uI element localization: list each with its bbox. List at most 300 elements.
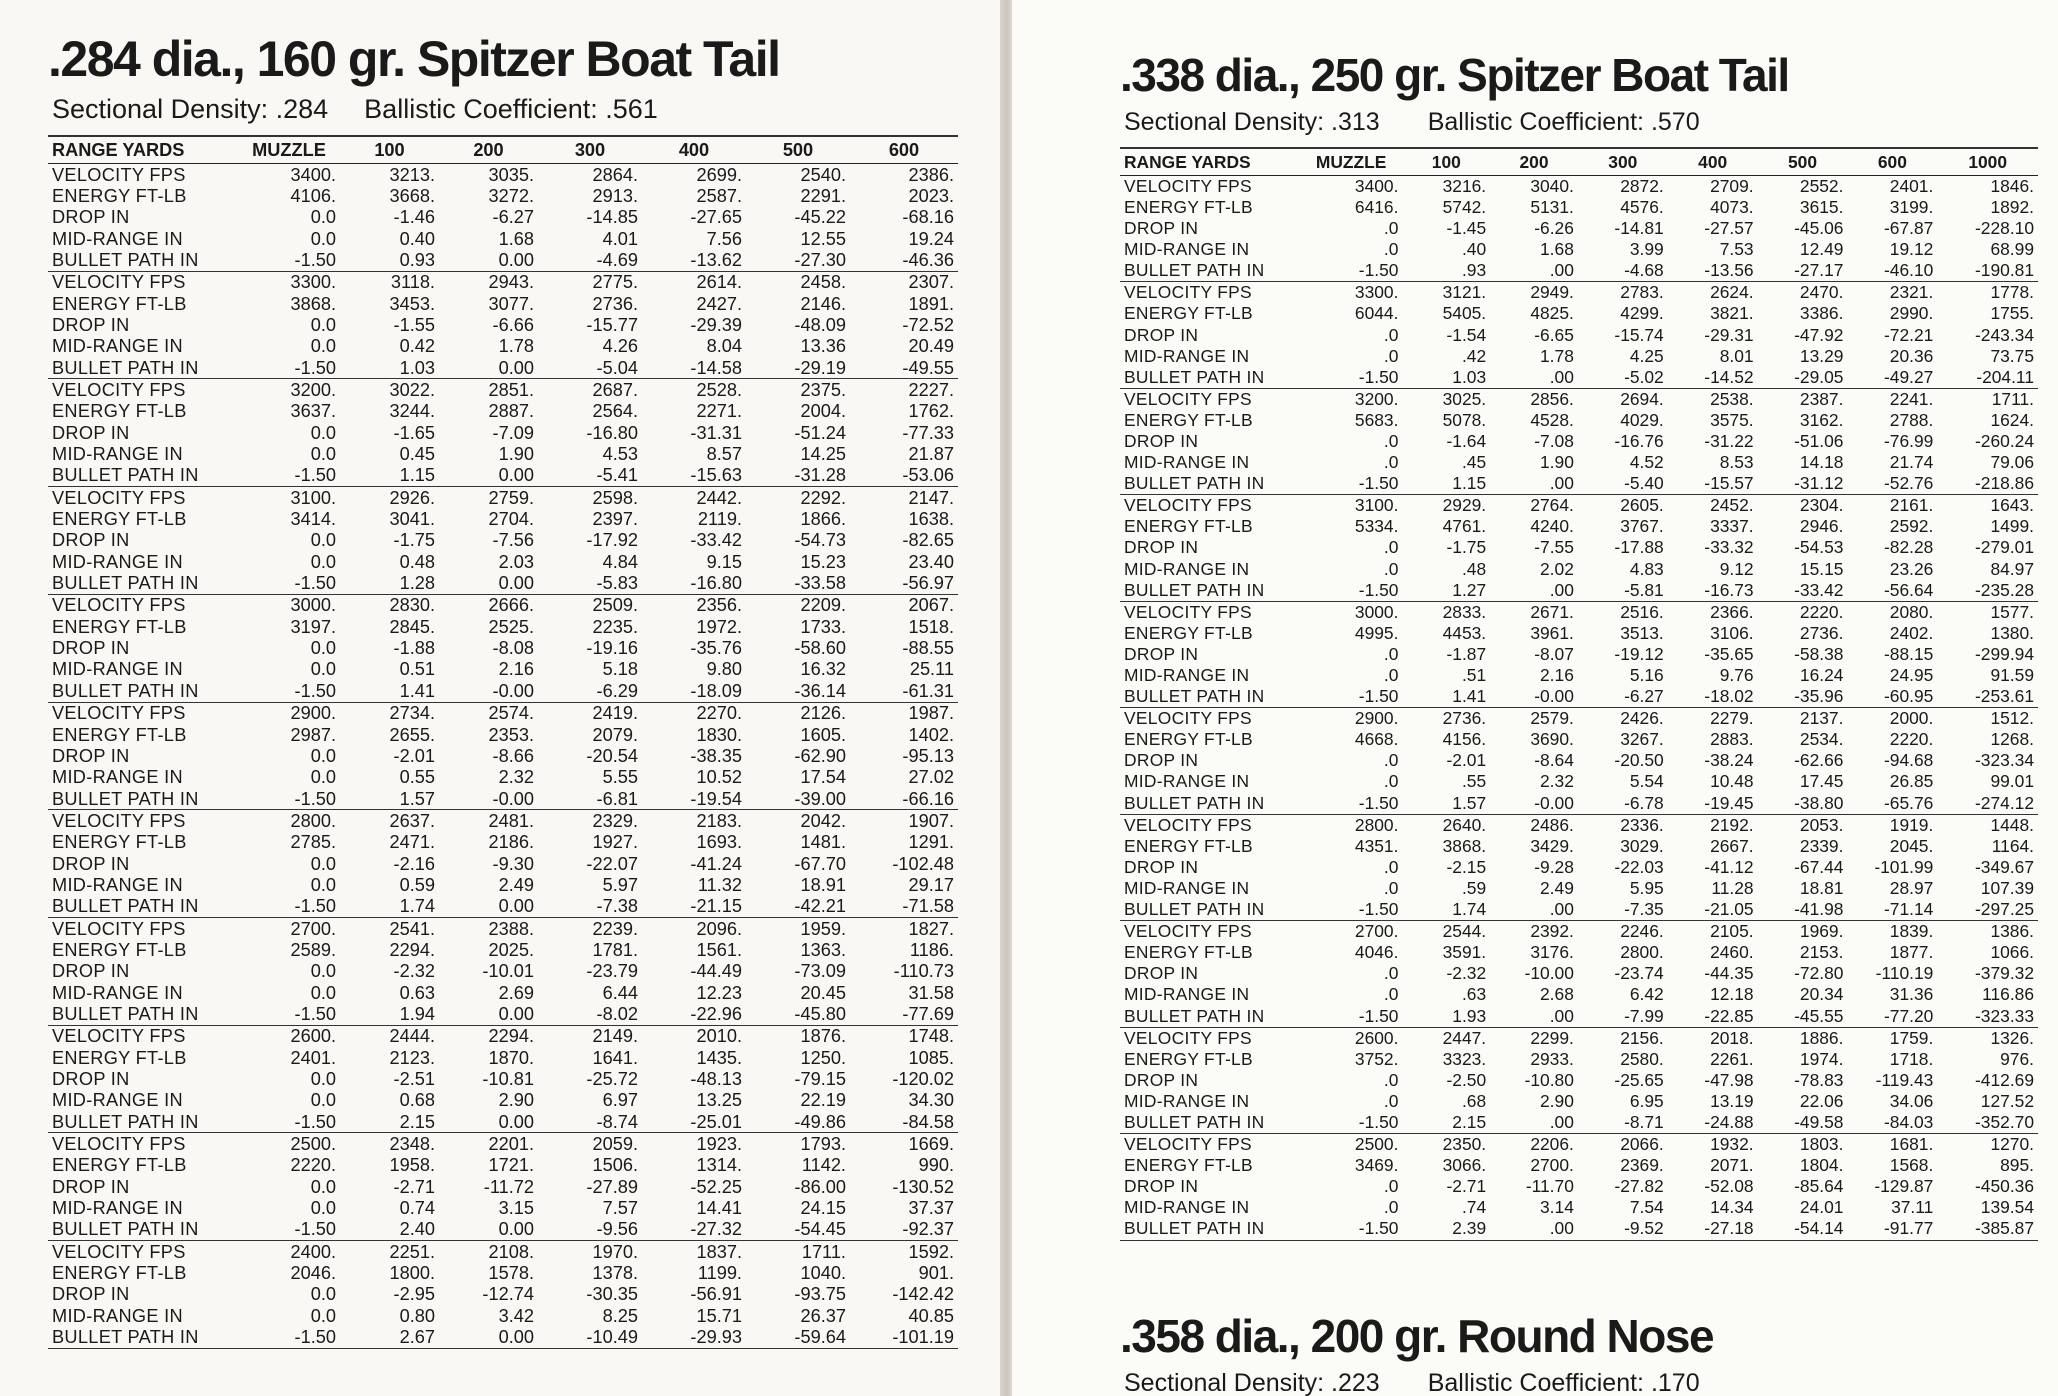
table-row [1120,1006,2038,1028]
table-cell: 3200. [238,379,340,401]
table-cell: 3337. [1710,516,1754,537]
table-cell: 2401. [290,1047,336,1068]
left-header-muzzle: MUZZLE [238,136,340,164]
table-cell: -22.85 [1704,1005,1754,1026]
table-cell: 3216. [1442,175,1487,196]
table-cell: 2.15 [1452,1111,1487,1132]
table-cell: 1877. [1889,942,1934,963]
table-cell: 6.97 [602,1090,638,1111]
row-label: BULLET PATH IN [1124,579,1265,600]
table-cell: 0.59 [399,874,435,895]
table-cell: 2.16 [498,659,534,680]
table-cell: 0.00 [498,1219,534,1240]
table-cell: 3453. [389,293,435,314]
row-label: DROP IN [52,207,130,228]
table-cell: -29.05 [1794,366,1844,387]
table-cell: 2655. [389,724,435,745]
table-cell: 2.03 [498,551,534,572]
table-cell: 2447. [1402,1027,1490,1049]
table-cell: -38.35 [690,745,742,766]
table-cell: -85.64 [1794,1176,1844,1197]
table-cell: .40 [1461,239,1487,260]
table-cell: 1693. [696,832,742,853]
table-cell: 2764. [1490,495,1578,517]
row-label: DROP IN [1124,537,1199,558]
table-row [1120,452,2038,473]
table-cell: 8.53 [1719,452,1754,473]
row-label: BULLET PATH IN [52,465,199,486]
row-label: MID-RANGE IN [1124,877,1250,898]
table-cell: 2700. [1530,1155,1574,1176]
table-row [1120,367,2038,389]
table-cell: 1499. [1990,516,2034,537]
table-cell: -31.22 [1704,430,1754,451]
table-cell: 2419. [538,702,642,724]
table-cell: .74 [1461,1197,1487,1218]
table-cell: -16.80 [586,422,638,443]
table-cell: 3300. [1300,282,1403,304]
table-row [1120,665,2038,686]
table-cell: 2887. [488,401,534,422]
table-cell: 2146. [800,293,846,314]
table-cell: .93 [1461,260,1487,281]
table-cell: 2700. [1300,921,1403,943]
table-cell: 2241. [1847,388,1937,410]
table-cell: 12.55 [800,228,846,249]
table-cell: 4.26 [602,336,638,357]
table-cell: 7.56 [706,228,742,249]
table-cell: 4.84 [602,551,638,572]
table-cell: -29.39 [690,314,742,335]
table-cell: -8.66 [492,745,534,766]
table-cell: -1.50 [1300,1219,1403,1241]
table-cell: 2220. [1889,729,1934,750]
table-cell: 2321. [1847,282,1937,304]
table-cell: -9.56 [596,1219,638,1240]
table-cell: .00 [1549,473,1574,494]
row-label: MID-RANGE IN [1124,558,1250,579]
table-cell: -31.12 [1794,473,1844,494]
table-cell: 1969. [1758,921,1848,943]
table-cell: 1577. [1937,601,2038,623]
table-cell: 2624. [1668,282,1758,304]
table-cell: 1.28 [399,573,435,594]
table-cell: 2444. [340,1025,439,1047]
row-label: ENERGY FT-LB [1124,942,1253,963]
table-row [1120,686,2038,708]
table-cell: 18.91 [800,874,846,895]
table-cell: -31.31 [690,422,742,443]
table-cell: 3575. [1710,409,1754,430]
table-cell: 5078. [1442,409,1487,430]
table-row [48,616,958,637]
table-cell: 1380. [1990,622,2034,643]
table-cell: 4299. [1620,303,1664,324]
table-cell: 2540. [800,164,846,185]
table-cell: 1827. [850,918,958,940]
table-cell: 2042. [746,810,850,832]
table-cell: 1839. [1847,921,1937,943]
table-cell: 3.15 [498,1198,534,1219]
table-cell: .0 [1383,1069,1399,1090]
table-cell: 1762. [908,401,954,422]
table-cell: -1.50 [294,788,336,809]
table-cell: -7.38 [596,896,638,917]
row-label: VELOCITY FPS [48,1133,238,1155]
table-row [1120,197,2038,218]
table-cell: -29.93 [642,1327,746,1349]
table-cell: -61.31 [902,680,954,701]
table-row [1120,729,2038,750]
table-cell: -1.50 [1358,899,1399,920]
table-cell: -101.99 [1874,856,1934,877]
table-cell: 2614. [642,271,746,293]
row-label: DROP IN [52,422,130,443]
table-cell: -5.41 [596,465,638,486]
table-cell: 2066. [1578,1134,1668,1156]
row-label: ENERGY FT-LB [1124,729,1253,750]
table-row [48,961,958,982]
table-cell: 3868. [290,293,336,314]
table-cell: 2699. [696,164,742,185]
left-header-range-yards: RANGE YARDS [48,136,238,164]
table-cell: 3414. [290,509,336,530]
table-cell: 2294. [389,939,435,960]
table-cell: -22.96 [690,1003,742,1024]
table-cell: 107.39 [1980,877,2034,898]
table-cell: 4351. [1354,835,1399,856]
table-cell: 40.85 [908,1305,954,1326]
table-cell: -24.88 [1704,1111,1754,1132]
table-cell: 4.52 [1629,452,1664,473]
row-label: ENERGY FT-LB [52,509,187,530]
table-cell: 1314. [696,1155,742,1176]
table-cell: 2946. [1799,516,1844,537]
table-cell: 4576. [1620,196,1664,217]
table-cell: -297.25 [1975,899,2034,920]
row-label: VELOCITY FPS [48,1241,238,1263]
table-cell: .0 [1383,1090,1399,1111]
table-cell: 2442. [642,487,746,509]
table-cell: -86.00 [794,1176,846,1197]
table-cell: -15.63 [690,465,742,486]
table-cell: 4.01 [602,228,638,249]
table-cell: 976. [2000,1048,2034,1069]
table-cell: 1891. [908,293,954,314]
table-cell: -101.19 [850,1327,958,1349]
right-header-400: 400 [1668,148,1758,176]
row-label: MID-RANGE IN [52,228,183,249]
table-cell: -19.45 [1704,792,1754,813]
table-cell: 2830. [340,594,439,616]
table-cell: -1.50 [1358,366,1399,387]
row-label: BULLET PATH IN [1120,1219,1300,1241]
table-cell: 2.69 [498,982,534,1003]
table-cell: 16.24 [1799,665,1844,685]
table-cell: 2079. [592,724,638,745]
table-cell: 1974. [1799,1048,1844,1069]
table-cell: -0.00 [492,680,534,701]
table-cell: 1638. [908,509,954,530]
row-label: MID-RANGE IN [1124,771,1250,792]
table-cell: 4453. [1442,622,1487,643]
table-cell: -120.02 [892,1069,954,1089]
table-cell: -379.32 [1975,963,2034,984]
table-cell: -1.50 [294,465,336,486]
table-cell: 2872. [1620,175,1664,196]
table-cell: 1363. [800,939,846,960]
table-cell: 2.39 [1402,1219,1490,1241]
table-cell: 2845. [389,616,435,637]
row-label: ENERGY FT-LB [52,1263,187,1284]
left-page [0,0,1005,1396]
table-cell: 2.15 [399,1111,435,1132]
row-label: MID-RANGE IN [1124,1197,1250,1218]
table-cell: -21.05 [1704,899,1754,920]
table-row [1120,942,2038,963]
round-nose-ballistic-coefficient: Ballistic Coefficient: .170 [1427,1368,1700,1396]
right-header-100: 100 [1402,148,1490,176]
table-cell: 12.49 [1799,239,1844,260]
table-cell: 0.00 [439,1327,538,1349]
table-cell: 84.97 [1990,558,2034,579]
table-cell: 0.0 [310,422,336,443]
table-cell: -88.55 [902,638,954,659]
row-label: DROP IN [1124,1069,1199,1090]
table-cell: -76.99 [1884,430,1934,451]
table-cell: -77.20 [1884,1005,1934,1026]
table-row [1120,176,2038,198]
table-row [1120,644,2038,665]
table-cell: 14.18 [1799,452,1844,473]
table-cell: 4761. [1442,516,1487,537]
table-cell: 2.67 [340,1327,439,1349]
right-ballistic-coefficient: Ballistic Coefficient: .570 [1427,108,1700,136]
table-cell: -7.08 [1534,430,1574,451]
table-cell: -47.98 [1704,1069,1754,1090]
table-cell: 1291. [908,832,954,853]
table-cell: 5.55 [602,767,638,788]
table-cell: -2.01 [393,745,435,766]
table-cell: 0.42 [399,336,435,357]
right-page [1012,0,2058,1396]
table-cell: -51.24 [794,422,846,443]
table-cell: -58.38 [1794,643,1844,664]
table-row [1120,346,2038,367]
table-cell: -14.85 [586,207,638,228]
table-cell: 0.00 [498,1003,534,1024]
table-cell: 2071. [1710,1155,1754,1176]
table-cell: -27.57 [1704,218,1754,239]
table-row [48,659,958,680]
table-row [48,1241,958,1263]
table-cell: -42.21 [794,896,846,917]
table-cell: 0.00 [498,573,534,594]
table-cell: -59.64 [746,1327,850,1349]
table-cell: 1448. [1937,814,2038,836]
table-cell: 8.04 [706,336,742,357]
table-cell: 2294. [439,1025,538,1047]
table-cell: -33.42 [1794,579,1844,600]
table-cell: 2640. [1402,814,1490,836]
table-cell: -41.12 [1704,856,1754,877]
table-cell: 11.28 [1711,877,1754,898]
table-cell: -65.76 [1884,792,1934,813]
table-cell: -58.60 [794,638,846,659]
table-cell: 1.57 [399,788,435,809]
table-cell: 2486. [1490,814,1578,836]
row-label: VELOCITY FPS [52,164,186,185]
table-cell: 3513. [1620,622,1664,643]
table-cell: 0.0 [310,874,336,895]
table-cell: 1.74 [399,896,435,917]
table-cell: -53.06 [902,465,954,486]
row-label: MID-RANGE IN [52,982,183,1003]
table-cell: 2759. [439,487,538,509]
table-cell: -56.64 [1884,579,1934,600]
table-cell: 1568. [1889,1155,1934,1176]
table-cell: 2209. [746,594,850,616]
table-cell: 2369. [1620,1155,1664,1176]
table-row [48,745,958,766]
table-cell: 3025. [1402,388,1490,410]
table-row [48,874,958,895]
left-page-title: .284 dia., 160 gr. Spitzer Boat Tail [48,31,780,87]
table-cell: 4106. [290,185,336,206]
right-ballistics-table [1120,147,2038,1241]
table-cell: 3200. [1300,388,1403,410]
left-header-300: 300 [538,136,642,164]
table-row [48,1327,958,1349]
table-cell: 3000. [238,594,340,616]
row-label: MID-RANGE IN [52,1090,183,1111]
table-cell: 2987. [290,724,336,745]
table-cell: -35.65 [1704,643,1754,664]
table-cell: 2239. [538,918,642,940]
table-cell: 2785. [290,832,336,853]
table-row [48,1111,958,1133]
table-cell: -8.74 [596,1111,638,1132]
table-cell: 1561. [696,939,742,960]
table-cell: 1711. [1937,388,2038,410]
table-cell: 2.68 [1540,984,1574,1005]
table-cell: 2397. [592,509,638,530]
table-row [48,249,958,271]
table-cell: 10.52 [696,767,742,788]
table-row [1120,239,2038,260]
table-cell: -95.13 [902,745,954,766]
table-cell: -1.50 [294,573,336,594]
table-cell: 1711. [746,1241,850,1263]
table-row [1120,899,2038,921]
table-cell: -1.46 [393,207,435,228]
table-cell: 24.95 [1889,665,1934,685]
table-cell: .00 [1490,1219,1578,1241]
table-cell: 1.68 [498,228,534,249]
table-cell: 3066. [1442,1155,1487,1176]
table-cell: -45.06 [1794,218,1844,239]
table-cell: -0.00 [1534,686,1574,707]
table-cell: 5.95 [1629,877,1664,898]
table-cell: 14.25 [800,444,846,465]
table-cell: -260.24 [1975,430,2034,451]
table-cell: 20.36 [1889,345,1934,366]
table-row [48,638,958,659]
row-label: DROP IN [52,961,130,982]
table-row [1120,1198,2038,1219]
table-cell: 2339. [1799,835,1844,856]
table-cell: 0.0 [310,228,336,249]
row-label: DROP IN [52,530,130,551]
table-cell: -1.50 [1358,686,1399,707]
table-cell: 2736. [592,293,638,314]
row-label: MID-RANGE IN [52,336,183,357]
table-cell: 1804. [1799,1155,1844,1176]
table-cell: .0 [1383,537,1399,558]
table-cell: 20.34 [1799,984,1844,1005]
table-cell: 2137. [1758,708,1848,730]
table-cell: 1.68 [1540,239,1574,260]
row-label: DROP IN [52,314,130,335]
table-cell: 1970. [538,1241,642,1263]
table-cell: 2.49 [498,874,534,895]
table-cell: 116.86 [1982,984,2034,1005]
table-cell: -22.07 [586,853,638,874]
table-row [1120,1155,2038,1176]
table-cell: 4528. [1530,409,1574,430]
table-cell: 31.36 [1889,984,1934,1005]
table-cell: -1.50 [238,1327,340,1349]
table-cell: 24.15 [800,1198,846,1219]
table-cell: -253.61 [1975,686,2034,707]
table-cell: -1.88 [393,638,435,659]
table-cell: .00 [1549,899,1574,920]
table-cell: 4029. [1620,409,1664,430]
row-label: DROP IN [1124,856,1199,877]
table-cell: 2933. [1530,1048,1574,1069]
table-row [48,530,958,551]
table-cell: 7.54 [1629,1197,1664,1218]
table-cell: 1506. [592,1155,638,1176]
row-label: MID-RANGE IN [52,1198,183,1219]
row-label: MID-RANGE IN [52,551,183,572]
table-cell: 6.44 [602,982,638,1003]
table-cell: 2186. [488,832,534,853]
table-row [1120,836,2038,857]
table-row [48,228,958,249]
table-cell: 3323. [1442,1048,1487,1069]
table-cell: -6.65 [1534,324,1574,345]
table-cell: 2.02 [1540,558,1574,579]
table-cell: 2426. [1578,708,1668,730]
table-cell: 3100. [1300,495,1403,517]
table-row [48,401,958,422]
table-cell: 5.97 [602,874,638,895]
table-cell: 2538. [1668,388,1758,410]
table-cell: 20.45 [800,982,846,1003]
table-cell: -8.64 [1534,750,1574,771]
table-cell: 22.06 [1799,1090,1844,1111]
table-cell: .0 [1383,856,1399,877]
round-nose-sectional-density: Sectional Density: .223 [1124,1368,1380,1396]
table-cell: -15.57 [1704,473,1754,494]
table-cell: -41.24 [690,853,742,874]
table-cell: 2592. [1889,516,1934,537]
table-row [1120,410,2038,431]
table-cell: -88.15 [1884,643,1934,664]
table-row [48,939,958,960]
table-cell: 11.32 [697,874,742,895]
